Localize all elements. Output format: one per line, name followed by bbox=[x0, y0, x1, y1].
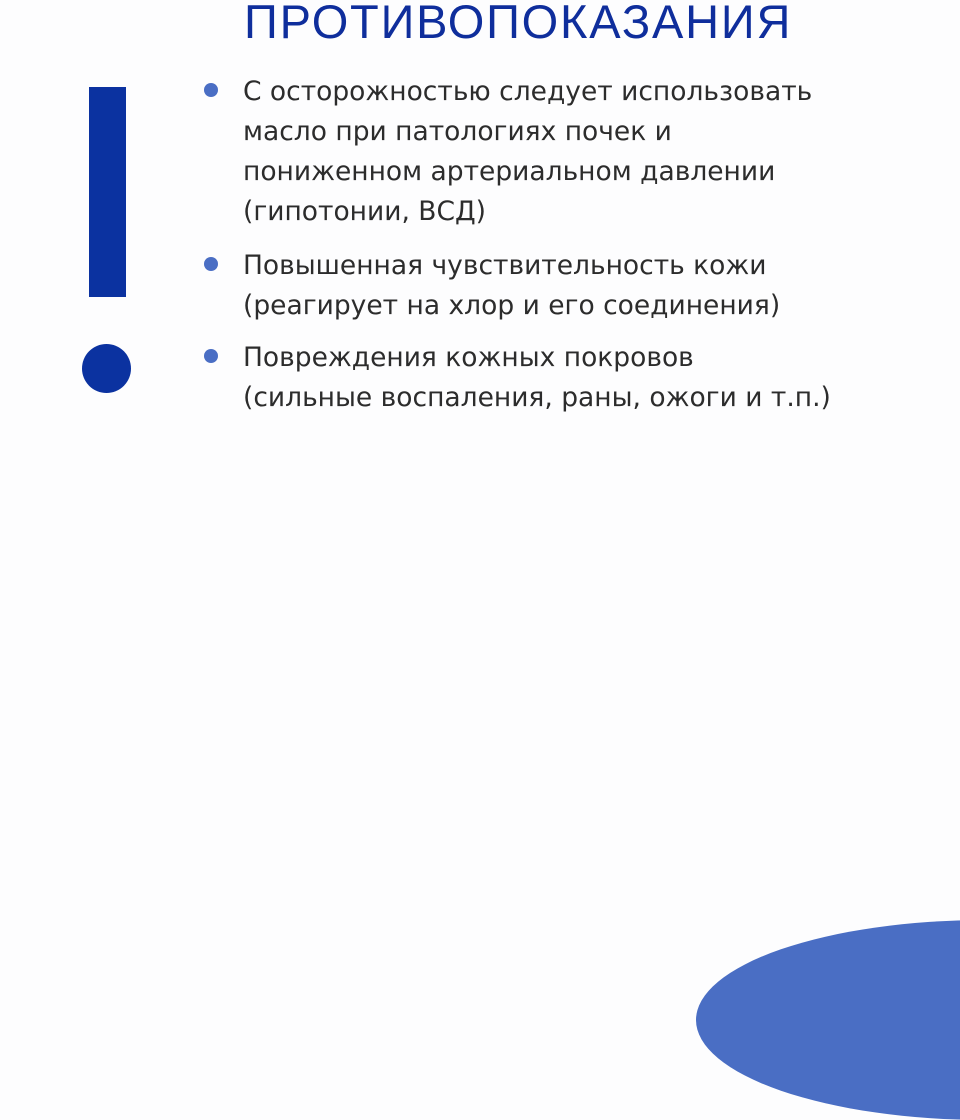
bullet-dot-icon bbox=[204, 83, 218, 97]
list-item-text: Повреждения кожных покровов (сильные воспаления, раны, ожоги и т.п.) bbox=[243, 342, 831, 413]
list-item-text: Повышенная чувствительность кожи (реагирует на хлор и его соединения) bbox=[243, 250, 781, 321]
decorative-corner-shape bbox=[696, 920, 960, 1120]
bullet-dot-icon bbox=[204, 349, 218, 363]
page-title: ПРОТИВОПОКАЗАНИЯ bbox=[244, 0, 793, 48]
exclamation-bar bbox=[89, 87, 126, 297]
bullet-dot-icon bbox=[204, 257, 218, 271]
exclamation-dot bbox=[82, 344, 131, 393]
list-item-text: С осторожностью следует использовать масло при патологиях почек и пониженном артериальном давлении (гипотонии, ВСД) bbox=[243, 76, 813, 227]
